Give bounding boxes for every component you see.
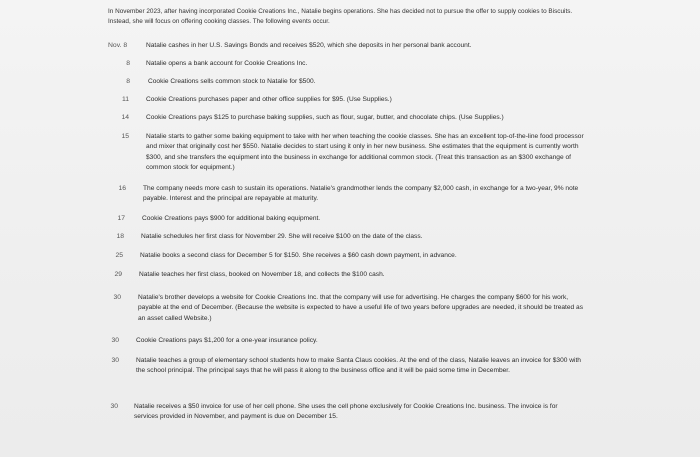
event-text: Natalie books a second class for December 5 for $150. She receives a $60 cash down payment, in advance. xyxy=(140,252,457,259)
event-date: 30 xyxy=(111,337,119,344)
event-date: 30 xyxy=(110,403,118,410)
event-text: Natalie teaches a group of elementary school students how to make Santa Claus cookies. At the end of the class, Natalie leaves an invoice for $300 with the school principal. The principal says that he will pass it along to the business office and it will be paid some time in December. xyxy=(136,357,581,375)
event-date: 8 xyxy=(126,60,130,67)
event-text: Cookie Creations purchases paper and other office supplies for $95. (Use Supplies.) xyxy=(146,96,392,103)
event-date: 30 xyxy=(111,357,119,364)
event-date: 30 xyxy=(113,294,121,301)
event-text: Natalie starts to gather some baking equipment to take with her when teaching the cookie classes. She has an excellent top-of-the-line food processor and mixer that originally cost her $550. Natalie decides to start using it only in her new business. She estimates that the equipment is currently worth $300, and she transfers the equipment into the business in exchange for additional common stock. (Treat this transaction as an $300 exchange of common stock for equipment.) xyxy=(146,133,584,171)
event-text: The company needs more cash to sustain its operations. Natalie's grandmother lends the company $2,000 cash, in exchange for a two-year, 9% note payable. Interest and the principal are repayable at maturity. xyxy=(143,185,579,203)
event-text: Natalie opens a bank account for Cookie Creations Inc. xyxy=(146,60,308,67)
event-text: Natalie schedules her first class for November 29. She will receive $100 on the date of the class. xyxy=(141,233,423,240)
event-date: 11 xyxy=(121,96,129,103)
event-text: Natalie's brother develops a website for Cookie Creations Inc. that the company will use for advertising. He charges the company $600 for his work, payable at the end of December. (Because the website is expected to have a useful life of two years before upgrades are needed, it should be treated as an asset called Website.) xyxy=(138,294,583,322)
event-text: Natalie cashes in her U.S. Savings Bonds and receives $520, which she deposits in her personal bank account. xyxy=(146,42,472,49)
event-date: 25 xyxy=(115,252,123,259)
event-date: 16 xyxy=(118,185,126,192)
event-text: Cookie Creations pays $125 to purchase baking supplies, such as flour, sugar, butter, and chocolate chips. (Use Supplies.) xyxy=(146,114,504,121)
event-text: Cookie Creations sells common stock to Natalie for $500. xyxy=(148,78,316,85)
event-text: Cookie Creations pays $1,200 for a one-year insurance policy. xyxy=(136,337,318,344)
event-text: Natalie receives a $50 invoice for use of her cell phone. She uses the cell phone exclusively for Cookie Creations Inc. business. The invoice is for services provided in November, and payment is due on December 15. xyxy=(134,403,558,421)
event-date: 17 xyxy=(117,215,125,222)
event-date: 14 xyxy=(121,114,129,121)
event-text: Natalie teaches her first class, booked on November 18, and collects the $100 cash. xyxy=(139,271,385,278)
event-date: Nov. 8 xyxy=(108,42,128,49)
event-text: Cookie Creations pays $900 for additional baking equipment. xyxy=(142,215,321,222)
event-date: 29 xyxy=(114,271,122,278)
event-date: 8 xyxy=(126,78,130,85)
event-date: 15 xyxy=(121,133,129,140)
intro-paragraph: In November 2023, after having incorporated Cookie Creations Inc., Natalie begins operations. She has decided not to pursue the offer to supply cookies to Biscuits. Instead, she will focus on offering cooking classes. The following events occur. xyxy=(108,8,573,25)
event-date: 18 xyxy=(116,233,124,240)
